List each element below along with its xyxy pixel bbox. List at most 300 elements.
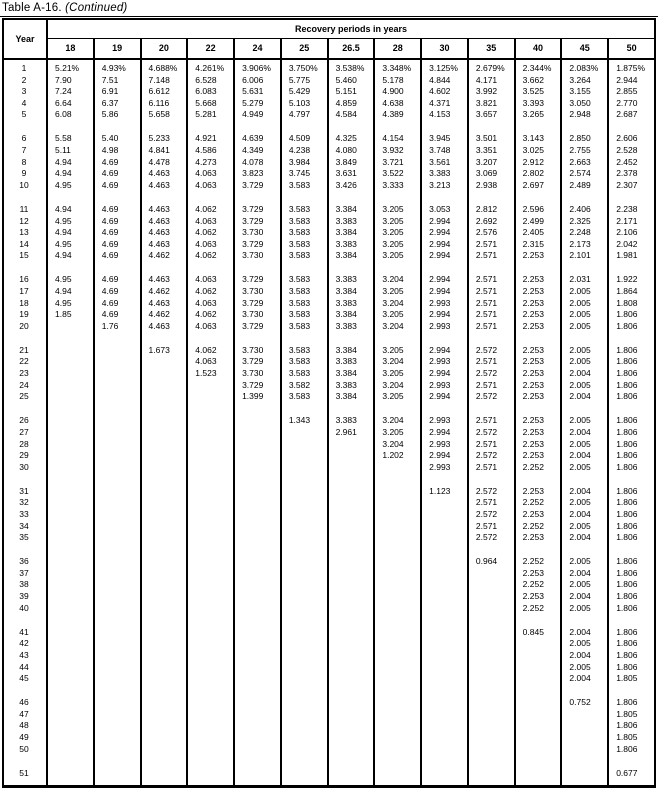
rate-cell-y18-p45: 2.005 — [561, 298, 608, 310]
table-row-year-25 — [3, 391, 655, 403]
rate-cell-y7-p25: 4.238 — [281, 145, 328, 157]
rate-cell-y6-p30: 3.945 — [421, 133, 468, 145]
rate-cell-y30-p45: 2.005 — [561, 462, 608, 474]
rate-cell-y25-p18 — [47, 391, 94, 403]
year-cell-28: 28 — [19, 438, 29, 449]
period-header-22: 22 — [187, 38, 234, 59]
rate-cell-y49-p45 — [561, 732, 608, 744]
rate-cell-y21-p20: 1.673 — [141, 345, 188, 357]
table-row-year-49 — [3, 732, 655, 744]
rate-cell-y36-p45: 2.005 — [561, 556, 608, 568]
rate-cell-y25-p20 — [141, 391, 188, 403]
rate-cell-y5-p30: 4.153 — [421, 109, 468, 121]
year-cell-12: 12 — [19, 215, 29, 226]
rate-cell-y47-p19 — [94, 709, 141, 721]
spacer-cell — [141, 121, 188, 134]
year-cell-32: 32 — [19, 497, 29, 508]
rate-cell-y31-p40: 2.253 — [515, 486, 562, 498]
rate-cell-y42-p25 — [281, 638, 328, 650]
rate-cell-y16-p30: 2.994 — [421, 274, 468, 286]
rate-cell-y3-p40: 3.525 — [515, 86, 562, 98]
rate-cell-y32-p50: 1.806 — [608, 497, 655, 509]
rate-cell-y42-p22 — [187, 638, 234, 650]
rate-cell-y39-p50: 1.806 — [608, 591, 655, 603]
rate-cell-y43-p24 — [234, 650, 281, 662]
spacer-cell — [328, 614, 375, 627]
rate-cell-y6-p20: 5.233 — [141, 133, 188, 145]
rate-cell-y33-p50: 1.806 — [608, 509, 655, 521]
rate-cell-y27-p30: 2.994 — [421, 427, 468, 439]
spacer-cell — [3, 191, 47, 204]
spacer-cell — [328, 262, 375, 275]
rate-cell-y34-p19 — [94, 521, 141, 533]
rate-cell-y50-p19 — [94, 744, 141, 756]
rate-cell-y25-p19 — [94, 391, 141, 403]
rate-cell-y11-p19: 4.69 — [94, 204, 141, 216]
rate-cell-y33-p45: 2.004 — [561, 509, 608, 521]
rate-cell-y34-p28 — [374, 521, 421, 533]
rate-cell-y51-p18 — [47, 768, 94, 780]
spacer-cell — [187, 755, 234, 768]
spacer-cell — [515, 403, 562, 416]
rate-cell-y20-p18 — [47, 321, 94, 333]
table-title — [0, 0, 658, 17]
rate-cell-y46-p35 — [468, 697, 515, 709]
rate-cell-y27-p35: 2.572 — [468, 427, 515, 439]
spacer-cell — [141, 262, 188, 275]
spacer-cell — [3, 121, 47, 134]
rate-cell-y1-p19: 4.93% — [94, 63, 141, 75]
spacer-cell — [374, 544, 421, 557]
table-row-year-37 — [3, 568, 655, 580]
rate-cell-y44-p24 — [234, 662, 281, 674]
rate-cell-y18-p30: 2.993 — [421, 298, 468, 310]
rate-cell-y41-p28 — [374, 627, 421, 639]
spacer-cell — [468, 191, 515, 204]
rate-cell-y7-p28: 3.932 — [374, 145, 421, 157]
rate-cell-y51-p30 — [421, 768, 468, 780]
rate-cell-y2-p25: 5.775 — [281, 75, 328, 87]
rate-cell-y34-p35: 2.571 — [468, 521, 515, 533]
rate-cell-y21-p30: 2.994 — [421, 345, 468, 357]
spacer-cell — [94, 332, 141, 345]
table-row-year-7 — [3, 145, 655, 157]
rate-cell-y36-p19 — [94, 556, 141, 568]
rate-cell-y29-p26.5 — [328, 450, 375, 462]
rate-cell-y13-p30: 2.994 — [421, 227, 468, 239]
spacer-cell — [515, 614, 562, 627]
spacer-cell — [234, 685, 281, 698]
year-cell-26: 26 — [19, 415, 29, 426]
rate-cell-y30-p18 — [47, 462, 94, 474]
rate-cell-y12-p28: 3.205 — [374, 216, 421, 228]
rate-cell-y51-p22 — [187, 768, 234, 780]
rate-cell-y24-p28: 3.204 — [374, 380, 421, 392]
rate-cell-y30-p25 — [281, 462, 328, 474]
rate-cell-y40-p19 — [94, 603, 141, 615]
rate-cell-y44-p50: 1.806 — [608, 662, 655, 674]
rate-cell-y49-p24 — [234, 732, 281, 744]
rate-cell-y43-p18 — [47, 650, 94, 662]
spacer-cell — [94, 685, 141, 698]
spacer-cell — [47, 779, 94, 786]
rate-cell-y51-p24 — [234, 768, 281, 780]
recovery-periods-header: Recovery periods in years — [47, 19, 655, 38]
rate-cell-y24-p19 — [94, 380, 141, 392]
rate-cell-y11-p24: 3.729 — [234, 204, 281, 216]
rate-cell-y47-p22 — [187, 709, 234, 721]
rate-cell-y3-p18: 7.24 — [47, 86, 94, 98]
rate-cell-y39-p19 — [94, 591, 141, 603]
rate-cell-y17-p19: 4.69 — [94, 286, 141, 298]
rate-cell-y22-p20 — [141, 356, 188, 368]
rate-cell-y17-p28: 3.205 — [374, 286, 421, 298]
rate-cell-y17-p24: 3.730 — [234, 286, 281, 298]
rate-cell-y27-p40: 2.253 — [515, 427, 562, 439]
rate-cell-y45-p24 — [234, 673, 281, 685]
spacer-cell — [328, 121, 375, 134]
rate-cell-y27-p19 — [94, 427, 141, 439]
spacer-cell — [3, 262, 47, 275]
table-row-year-9 — [3, 168, 655, 180]
rate-cell-y26-p45: 2.005 — [561, 415, 608, 427]
rate-cell-y41-p18 — [47, 627, 94, 639]
rate-cell-y27-p22 — [187, 427, 234, 439]
rate-cell-y1-p28: 3.348% — [374, 63, 421, 75]
rate-cell-y32-p19 — [94, 497, 141, 509]
rate-cell-y8-p35: 3.207 — [468, 157, 515, 169]
rate-cell-y37-p40: 2.253 — [515, 568, 562, 580]
rate-cell-y41-p30 — [421, 627, 468, 639]
rate-cell-y24-p35: 2.571 — [468, 380, 515, 392]
rate-cell-y30-p30: 2.993 — [421, 462, 468, 474]
spacer-cell — [515, 755, 562, 768]
rate-cell-y16-p25: 3.583 — [281, 274, 328, 286]
rate-cell-y48-p50: 1.806 — [608, 720, 655, 732]
spacer-cell — [47, 191, 94, 204]
rate-cell-y49-p22 — [187, 732, 234, 744]
spacer-cell — [608, 544, 655, 557]
group-gap-row — [3, 544, 655, 557]
rate-cell-y13-p19: 4.69 — [94, 227, 141, 239]
rate-cell-y19-p24: 3.730 — [234, 309, 281, 321]
rate-cell-y36-p25 — [281, 556, 328, 568]
rate-cell-y9-p22: 4.063 — [187, 168, 234, 180]
period-header-35: 35 — [468, 38, 515, 59]
rate-cell-y33-p28 — [374, 509, 421, 521]
rate-cell-y18-p35: 2.571 — [468, 298, 515, 310]
spacer-cell — [374, 614, 421, 627]
rate-cell-y20-p22: 4.063 — [187, 321, 234, 333]
rate-cell-y36-p28 — [374, 556, 421, 568]
rate-cell-y36-p22 — [187, 556, 234, 568]
rate-cell-y12-p19: 4.69 — [94, 216, 141, 228]
rate-cell-y29-p40: 2.253 — [515, 450, 562, 462]
year-cell-33: 33 — [19, 509, 29, 519]
spacer-cell — [561, 755, 608, 768]
table-row-year-4 — [3, 98, 655, 110]
rate-cell-y12-p26.5: 3.383 — [328, 216, 375, 228]
rate-cell-y12-p20: 4.463 — [141, 216, 188, 228]
rate-cell-y11-p22: 4.062 — [187, 204, 234, 216]
rate-cell-y7-p50: 2.528 — [608, 145, 655, 157]
rate-cell-y31-p50: 1.806 — [608, 486, 655, 498]
rate-cell-y38-p45: 2.005 — [561, 579, 608, 591]
rate-cell-y47-p50: 1.805 — [608, 709, 655, 721]
rate-cell-y31-p26.5 — [328, 486, 375, 498]
rate-cell-y44-p22 — [187, 662, 234, 674]
rate-cell-y16-p45: 2.031 — [561, 274, 608, 286]
rate-cell-y40-p35 — [468, 603, 515, 615]
table-row-year-41 — [3, 627, 655, 639]
year-cell-20: 20 — [19, 320, 29, 331]
rate-cell-y34-p22 — [187, 521, 234, 533]
rate-cell-y12-p18: 4.95 — [47, 216, 94, 228]
rate-cell-y28-p40: 2.253 — [515, 439, 562, 451]
rate-cell-y26-p20 — [141, 415, 188, 427]
rate-cell-y29-p45: 2.004 — [561, 450, 608, 462]
rate-cell-y51-p45 — [561, 768, 608, 780]
spacer-cell — [234, 614, 281, 627]
period-header-45: 45 — [561, 38, 608, 59]
rate-cell-y10-p35: 2.938 — [468, 180, 515, 192]
rate-cell-y48-p45 — [561, 720, 608, 732]
spacer-cell — [421, 332, 468, 345]
spacer-cell — [141, 544, 188, 557]
rate-cell-y51-p19 — [94, 768, 141, 780]
rate-cell-y30-p35: 2.571 — [468, 462, 515, 474]
rate-cell-y33-p40: 2.253 — [515, 509, 562, 521]
spacer-cell — [281, 614, 328, 627]
rate-cell-y38-p25 — [281, 579, 328, 591]
rate-cell-y18-p22: 4.063 — [187, 298, 234, 310]
rate-cell-y10-p24: 3.729 — [234, 180, 281, 192]
spacer-cell — [281, 191, 328, 204]
spacer-cell — [561, 544, 608, 557]
rate-cell-y21-p40: 2.253 — [515, 345, 562, 357]
rate-cell-y49-p19 — [94, 732, 141, 744]
spacer-cell — [234, 544, 281, 557]
rate-cell-y9-p26.5: 3.631 — [328, 168, 375, 180]
rate-cell-y20-p24: 3.729 — [234, 321, 281, 333]
spacer-cell — [281, 544, 328, 557]
rate-cell-y42-p26.5 — [328, 638, 375, 650]
rate-cell-y9-p24: 3.823 — [234, 168, 281, 180]
rate-cell-y16-p24: 3.729 — [234, 274, 281, 286]
rate-cell-y20-p40: 2.253 — [515, 321, 562, 333]
table-row-year-3 — [3, 86, 655, 98]
table-row-year-35 — [3, 532, 655, 544]
rate-cell-y18-p26.5: 3.383 — [328, 298, 375, 310]
spacer-cell — [187, 332, 234, 345]
rate-cell-y20-p30: 2.993 — [421, 321, 468, 333]
rate-cell-y50-p50: 1.806 — [608, 744, 655, 756]
rate-cell-y12-p35: 2.692 — [468, 216, 515, 228]
rate-cell-y49-p28 — [374, 732, 421, 744]
rate-cell-y22-p19 — [94, 356, 141, 368]
rate-cell-y49-p35 — [468, 732, 515, 744]
spacer-cell — [47, 614, 94, 627]
rate-cell-y44-p20 — [141, 662, 188, 674]
rate-cell-y8-p40: 2.912 — [515, 157, 562, 169]
rate-cell-y41-p35 — [468, 627, 515, 639]
rate-cell-y22-p22: 4.063 — [187, 356, 234, 368]
rate-cell-y18-p19: 4.69 — [94, 298, 141, 310]
spacer-cell — [94, 473, 141, 486]
rate-cell-y46-p26.5 — [328, 697, 375, 709]
table-row-year-16 — [3, 274, 655, 286]
rate-cell-y11-p30: 3.053 — [421, 204, 468, 216]
rate-cell-y28-p20 — [141, 439, 188, 451]
spacer-cell — [281, 779, 328, 786]
rate-cell-y2-p24: 6.006 — [234, 75, 281, 87]
period-header-24: 24 — [234, 38, 281, 59]
rate-cell-y41-p24 — [234, 627, 281, 639]
rate-cell-y41-p19 — [94, 627, 141, 639]
rate-cell-y50-p35 — [468, 744, 515, 756]
rate-cell-y43-p28 — [374, 650, 421, 662]
spacer-cell — [3, 403, 47, 416]
rate-cell-y39-p18 — [47, 591, 94, 603]
table-row-year-32 — [3, 497, 655, 509]
year-cell-2: 2 — [21, 74, 27, 85]
bottom-padding-row — [3, 779, 655, 786]
rate-cell-y29-p30: 2.994 — [421, 450, 468, 462]
spacer-cell — [561, 191, 608, 204]
rate-cell-y4-p45: 3.050 — [561, 98, 608, 110]
spacer-cell — [47, 544, 94, 557]
rate-cell-y10-p26.5: 3.426 — [328, 180, 375, 192]
rate-cell-y9-p40: 2.802 — [515, 168, 562, 180]
rate-cell-y6-p25: 4.509 — [281, 133, 328, 145]
rate-cell-y17-p45: 2.005 — [561, 286, 608, 298]
rate-cell-y17-p18: 4.94 — [47, 286, 94, 298]
year-cell-42: 42 — [19, 638, 29, 649]
rate-cell-y25-p22 — [187, 391, 234, 403]
spacer-cell — [421, 121, 468, 134]
rate-cell-y2-p35: 4.171 — [468, 75, 515, 87]
rate-cell-y24-p22 — [187, 380, 234, 392]
rate-cell-y9-p50: 2.378 — [608, 168, 655, 180]
rate-cell-y46-p50: 1.806 — [608, 697, 655, 709]
rate-cell-y46-p20 — [141, 697, 188, 709]
rate-cell-y10-p22: 4.063 — [187, 180, 234, 192]
rate-cell-y11-p20: 4.463 — [141, 204, 188, 216]
rate-cell-y30-p50: 1.806 — [608, 462, 655, 474]
rate-cell-y37-p19 — [94, 568, 141, 580]
year-cell-37: 37 — [19, 567, 29, 578]
rate-cell-y8-p28: 3.721 — [374, 157, 421, 169]
group-gap-row — [3, 332, 655, 345]
spacer-cell — [374, 332, 421, 345]
spacer-cell — [421, 544, 468, 557]
rate-cell-y42-p19 — [94, 638, 141, 650]
spacer-cell — [515, 191, 562, 204]
rate-cell-y33-p25 — [281, 509, 328, 521]
spacer-cell — [561, 403, 608, 416]
rate-cell-y36-p40: 2.252 — [515, 556, 562, 568]
rate-cell-y42-p24 — [234, 638, 281, 650]
year-cell-41: 41 — [19, 626, 29, 637]
rate-cell-y23-p19 — [94, 368, 141, 380]
rate-cell-y30-p19 — [94, 462, 141, 474]
spacer-cell — [187, 473, 234, 486]
rate-cell-y27-p20 — [141, 427, 188, 439]
rate-cell-y28-p50: 1.806 — [608, 439, 655, 451]
rate-cell-y2-p18: 7.90 — [47, 75, 94, 87]
rate-cell-y39-p30 — [421, 591, 468, 603]
rate-cell-y31-p19 — [94, 486, 141, 498]
rate-cell-y21-p35: 2.572 — [468, 345, 515, 357]
spacer-cell — [47, 262, 94, 275]
rate-cell-y13-p40: 2.405 — [515, 227, 562, 239]
year-cell-31: 31 — [19, 485, 29, 496]
rate-cell-y14-p35: 2.571 — [468, 239, 515, 251]
rate-cell-y5-p24: 4.949 — [234, 109, 281, 121]
spacer-cell — [94, 191, 141, 204]
rate-cell-y39-p22 — [187, 591, 234, 603]
rate-cell-y11-p26.5: 3.384 — [328, 204, 375, 216]
rate-cell-y7-p18: 5.11 — [47, 145, 94, 157]
rate-cell-y39-p28 — [374, 591, 421, 603]
rate-cell-y24-p30: 2.993 — [421, 380, 468, 392]
rate-cell-y3-p28: 4.900 — [374, 86, 421, 98]
rate-cell-y30-p20 — [141, 462, 188, 474]
spacer-cell — [234, 755, 281, 768]
year-cell-1: 1 — [21, 63, 27, 73]
rate-cell-y39-p25 — [281, 591, 328, 603]
rate-cell-y31-p22 — [187, 486, 234, 498]
rate-cell-y38-p19 — [94, 579, 141, 591]
rate-cell-y1-p30: 3.125% — [421, 63, 468, 75]
rate-cell-y19-p28: 3.205 — [374, 309, 421, 321]
rate-cell-y21-p50: 1.806 — [608, 345, 655, 357]
rate-cell-y42-p20 — [141, 638, 188, 650]
rate-cell-y12-p22: 4.063 — [187, 216, 234, 228]
rate-cell-y46-p30 — [421, 697, 468, 709]
rate-cell-y26-p40: 2.253 — [515, 415, 562, 427]
rate-cell-y29-p50: 1.806 — [608, 450, 655, 462]
rate-cell-y7-p20: 4.841 — [141, 145, 188, 157]
rate-cell-y7-p30: 3.748 — [421, 145, 468, 157]
rate-cell-y26-p22 — [187, 415, 234, 427]
spacer-cell — [515, 332, 562, 345]
rate-cell-y35-p24 — [234, 532, 281, 544]
rate-cell-y1-p26.5: 3.538% — [328, 63, 375, 75]
table-row-year-12 — [3, 216, 655, 228]
rate-cell-y17-p26.5: 3.384 — [328, 286, 375, 298]
rate-cell-y36-p35: 0.964 — [468, 556, 515, 568]
rate-cell-y1-p35: 2.679% — [468, 63, 515, 75]
spacer-cell — [608, 473, 655, 486]
rate-cell-y18-p28: 3.204 — [374, 298, 421, 310]
rate-cell-y21-p28: 3.205 — [374, 345, 421, 357]
rate-cell-y20-p19: 1.76 — [94, 321, 141, 333]
spacer-cell — [421, 685, 468, 698]
rate-cell-y50-p45 — [561, 744, 608, 756]
spacer-cell — [141, 614, 188, 627]
table-row-year-17 — [3, 286, 655, 298]
rate-cell-y36-p20 — [141, 556, 188, 568]
rate-cell-y35-p22 — [187, 532, 234, 544]
rate-cell-y45-p30 — [421, 673, 468, 685]
rate-cell-y51-p28 — [374, 768, 421, 780]
spacer-cell — [328, 544, 375, 557]
rate-cell-y10-p25: 3.583 — [281, 180, 328, 192]
spacer-cell — [281, 755, 328, 768]
rate-cell-y38-p24 — [234, 579, 281, 591]
spacer-cell — [3, 685, 47, 698]
